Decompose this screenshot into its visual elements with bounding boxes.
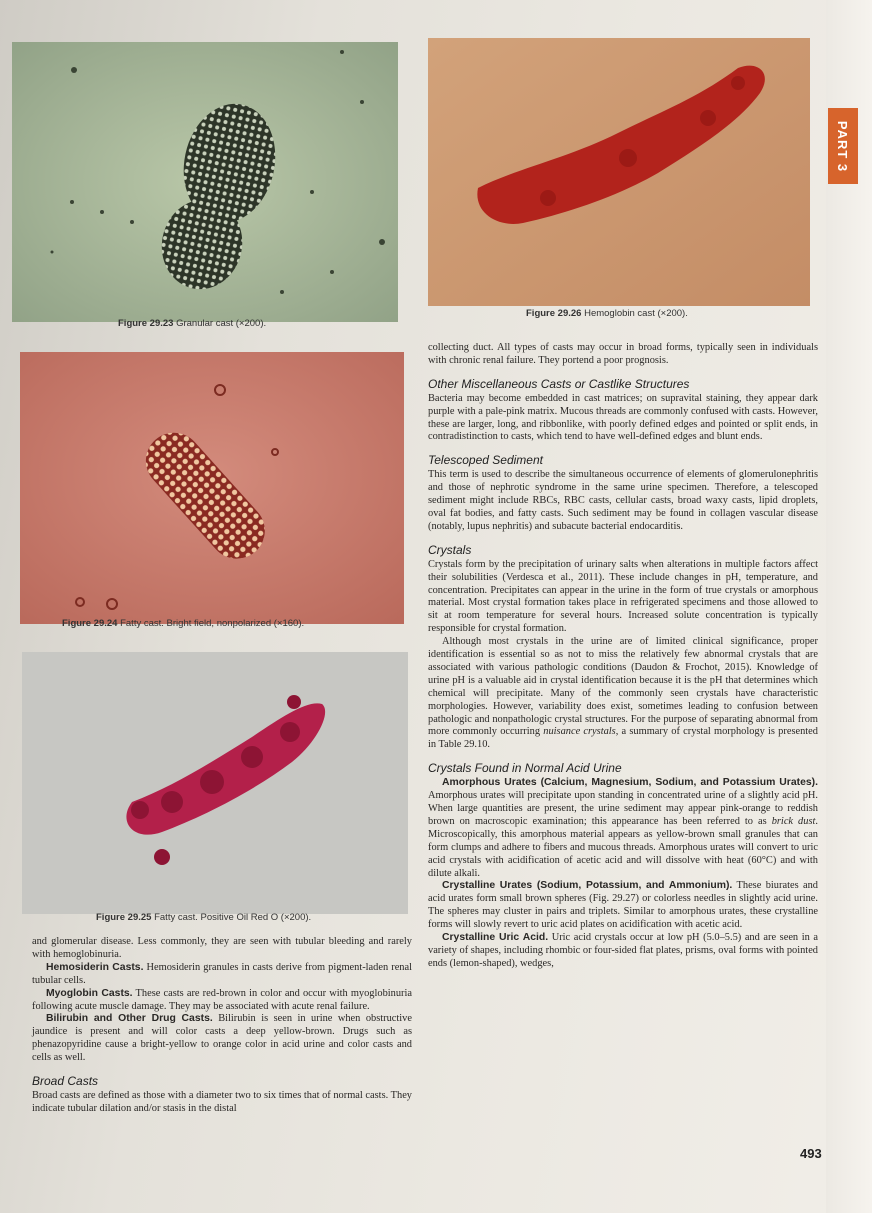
bilirubin-paragraph: Bilirubin and Other Drug Casts. Bilirubin is seen in urine when obstructive jaundice is present and will color casts a deep yellow-brown. Drugs such as phenazopyridine cause a bright-yellow to orange color in acid urine and color casts and cells as well. bbox=[32, 1013, 412, 1064]
telescoped-sediment-paragraph: This term is used to describe the simultaneous occurrence of elements of glomerulonephritis and those of nephrotic syndrome in the same urine specimen. Therefore, a telescoped sediment might include RBCs, RBC casts, cellular casts, broad waxy casts, lipid droplets, oval fat bodies, and fatty casts. Such sediment may be found in collagen vascular disease (notably, lupus nephritis) and subacute bacterial endocarditis. bbox=[428, 469, 818, 532]
misc-casts-paragraph: Bacteria may become embedded in cast matrices; on supravital staining, they appear dark purple with a pale-pink matrix. Mucous threads are commonly confused with casts. However, these are larger, long, and ribbonlike, with poorly defined edges and pointed or split ends, in contradistinction to casts, which tend to have well-defined edges and blunt ends. bbox=[428, 392, 818, 443]
figure-29-26-photo bbox=[428, 38, 810, 306]
page-number: 493 bbox=[800, 1146, 822, 1161]
misc-casts-heading: Other Miscellaneous Casts or Castlike Structures bbox=[428, 376, 690, 391]
paragraph: and glomerular disease. Less commonly, they are seen with tubular bleeding and rarely with hemoglobinuria. bbox=[32, 936, 412, 960]
uric-acid-paragraph: Crystalline Uric Acid. Uric acid crystals occur at low pH (5.0–5.5) and are seen in a variety of shapes, including rhombic or four-sided flat plates, prisms, oval forms with pointed ends (lemon-shaped), wedges, bbox=[428, 932, 818, 969]
broad-casts-paragraph: Broad casts are defined as those with a diameter two to six times that of normal casts. They indicate tubular dilation and/or stasis in the distal bbox=[32, 1089, 412, 1114]
crystals-heading: Crystals bbox=[428, 542, 472, 557]
amorphous-urates-paragraph: Amorphous Urates (Calcium, Magnesium, Sodium, and Potassium Urates). Amorphous urates will precipitate upon standing in concentrated urine of a slightly acid pH. When large quantities are present, the urine sediment may appear pink-orange to reddish brown on macroscopic examination; this appearance has been referred to as brick dust. Microscopically, this amorphous material appears as yellow-brown small granules that can form clumps and adhere to fibers and mucous threads. Amorphous urates will convert to uric acid crystals with acidification of acetic acid and will dissolve with heat (60°C) and with dilute alkali. bbox=[428, 777, 818, 879]
figure-29-25-photo bbox=[22, 652, 408, 914]
normal-acid-urine-heading: Crystals Found in Normal Acid Urine bbox=[428, 761, 622, 776]
crystalline-urates-paragraph: Crystalline Urates (Sodium, Potassium, and Ammonium). These biurates and acid urates form small brown spheres (Fig. 29.27) or colorless needles in slightly acid urine. The spheres may cluster in pairs and triplets. Similar to amorphous urates, these crystalline forms will slowly revert to uric acid plates on acidification with acetic acid. bbox=[428, 880, 819, 931]
right-column-text bbox=[428, 342, 818, 971]
paragraph: collecting duct. All types of casts may occur in broad forms, typically seen in individuals with chronic renal failure. They portend a poor prognosis. bbox=[428, 342, 818, 366]
telescoped-sediment-heading: Telescoped Sediment bbox=[428, 453, 543, 468]
figure-29-25-caption: Figure 29.25 Fatty cast. Positive Oil Red O (×200). bbox=[96, 912, 312, 923]
figure-29-23-photo bbox=[12, 42, 398, 322]
broad-casts-heading: Broad Casts bbox=[32, 1074, 99, 1089]
hemosiderin-paragraph: Hemosiderin Casts. Hemosiderin granules in casts derive from pigment-laden renal tubular cells. bbox=[32, 961, 412, 986]
myoglobin-paragraph: Myoglobin Casts. These casts are red-brown in color and occur with myoglobinuria following acute muscle damage. They may be associated with acute renal failure. bbox=[32, 987, 412, 1012]
figure-29-23-caption: Figure 29.23 Granular cast (×200). bbox=[118, 318, 267, 329]
figure-29-24-caption: Figure 29.24 Fatty cast. Bright field, nonpolarized (×160). bbox=[62, 618, 305, 629]
figure-29-26-caption: Figure 29.26 Hemoglobin cast (×200). bbox=[526, 308, 688, 319]
crystals-paragraph-2: Although most crystals in the urine are of limited clinical significance, proper identification is essential so as not to miss the relatively few abnormal crystals that are associated with various pathologic conditions (Daudon & Frochot, 2015). Knowledge of urine pH is a valuable aid in crystal identification because it is the pH that determines which chemical will precipitate. Many of the commonly seen crystals have characteristic morphologies. However, variability does exist, sometimes leading to confusion between pathologic and nonpathologic crystal structures. For the purpose of separating abnormal from more commonly occurring nuisance crystals, a summary of crystal morphology is presented in Table 29.10. bbox=[428, 636, 818, 751]
figure-29-24-photo bbox=[20, 352, 404, 624]
crystals-paragraph: Crystals form by the precipitation of urinary salts when alterations in multiple factors affect their solubilities (Verdesca et al., 2011). These include changes in pH, temperature, and concentration. Precipitates can appear in the urine in the form of true crystals or amorphous material. Most crystal formation takes place in refrigerated specimens and those allowed to sit at room temperature for several hours. Increased solute concentration is typically responsible for crystal formation. bbox=[428, 558, 818, 635]
part-tab: PART 3 bbox=[828, 108, 858, 184]
left-column-text bbox=[32, 936, 412, 1116]
